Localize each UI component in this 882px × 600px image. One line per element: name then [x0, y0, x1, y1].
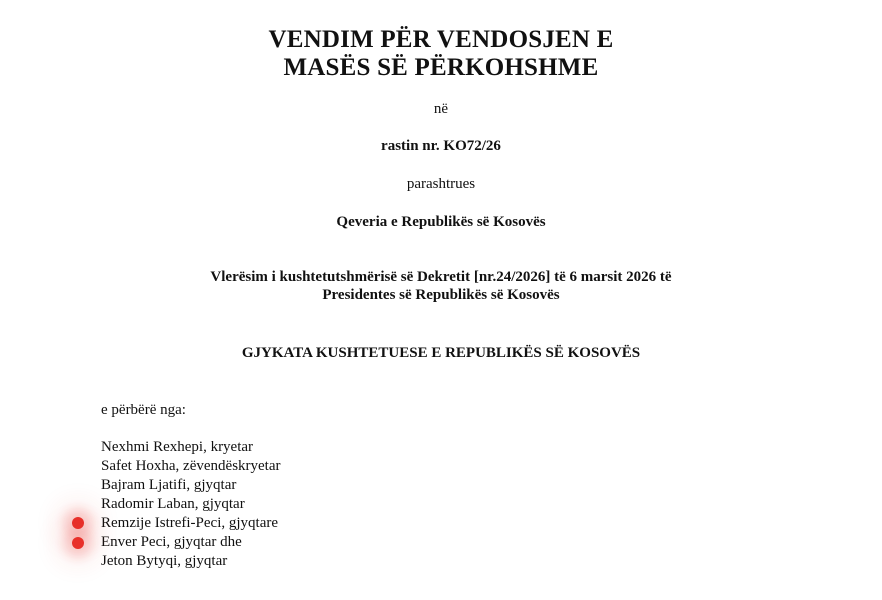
judge-item: Bajram Ljatifi, gjyqtar: [101, 477, 237, 493]
judges-list: [101, 438, 281, 571]
applicant-name: Qeveria e Republikës së Kosovës: [336, 214, 546, 230]
judge-item: Remzije Istrefi-Peci, gjyqtare: [101, 515, 279, 531]
composed-of-label: e përbërë nga:: [101, 402, 186, 418]
judge-item: Radomir Laban, gjyqtar: [101, 496, 245, 512]
case-number: rastin nr. KO72/26: [381, 138, 501, 154]
red-dot-marker: [72, 537, 84, 549]
applicant-label: parashtrues: [406, 176, 476, 192]
judge-item: Enver Peci, gjyqtar dhe: [101, 534, 242, 550]
judge-item: Nexhmi Rexhepi, kryetar: [101, 439, 254, 455]
judge-item: Jeton Bytyqi, gjyqtar: [101, 553, 228, 569]
title-line-2: MASËS SË PËRKOHSHME: [283, 54, 599, 81]
red-dot-marker: [72, 517, 84, 529]
document-title: [0, 26, 882, 82]
court-name: GJYKATA KUSHTETUESE E REPUBLIKËS SË KOSOVËS: [241, 345, 641, 361]
subject-line-1: Vlerësim i kushtetutshmërisë së Dekretit [nr.24/2026] të 6 marsit 2026 të: [210, 269, 672, 285]
case-subject: [0, 268, 882, 304]
title-line-1: VENDIM PËR VENDOSJEN E: [268, 26, 614, 53]
preposition-ne: në: [433, 101, 449, 117]
judge-item: Safet Hoxha, zëvendëskryetar: [101, 458, 281, 474]
subject-line-2: Presidentes së Republikës së Kosovës: [322, 287, 560, 303]
